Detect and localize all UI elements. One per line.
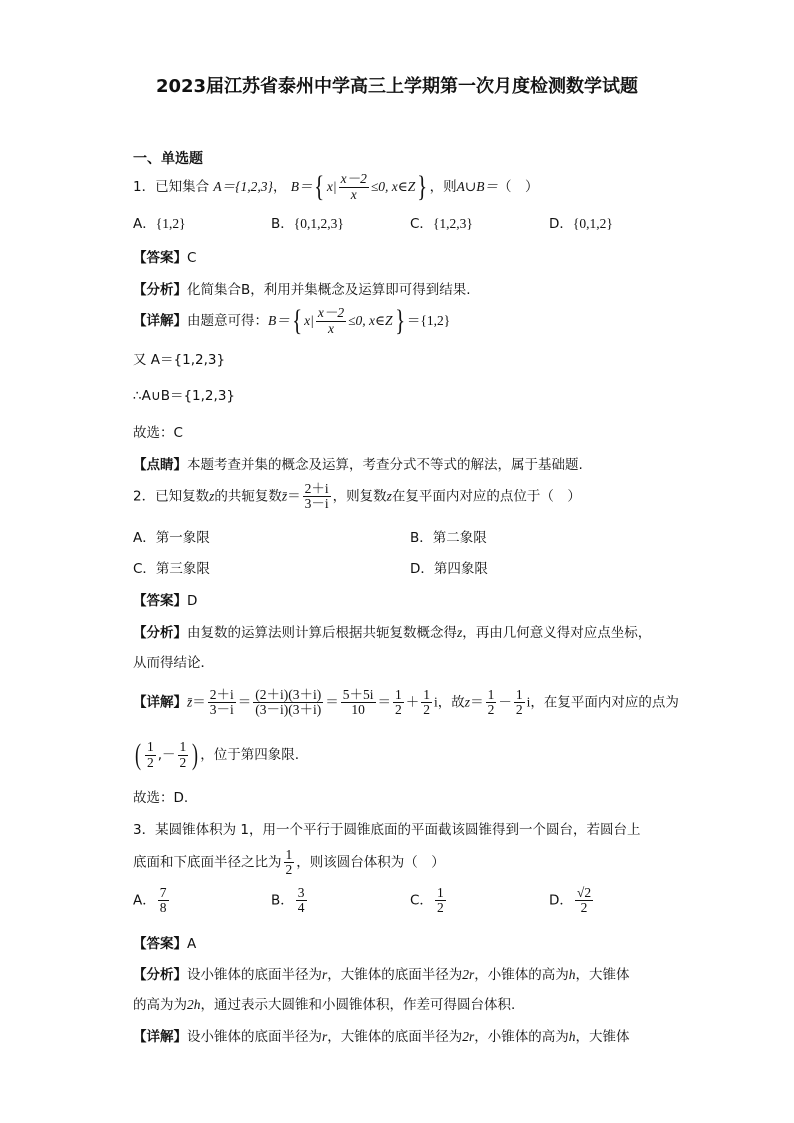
question-3-stem: 3．某圆锥体积为 1，用一个平行于圆锥底面的平面截该圆锥得到一个圆台，若圆台上 — [133, 822, 641, 838]
q1-answer: 【答案】C — [133, 250, 197, 266]
set-a: A＝{1,2,3} — [213, 179, 273, 194]
q2-answer: 【答案】D — [133, 593, 198, 609]
q1-choose: 故选：C — [133, 425, 183, 441]
q1-analysis: 【分析】化简集合B，利用并集概念及运算即可得到结果. — [133, 282, 471, 298]
section-heading: 一、单选题 — [133, 151, 203, 167]
question-3-stem-cont: 底面和下底面半径之比为 $\frac{1}{2}$ ，则该圆台体积为（ ） — [133, 847, 445, 878]
q3-option-b: B． $\frac{3}{4}$ — [271, 885, 305, 916]
q1-option-c: C．{1,2,3} — [410, 216, 473, 232]
q2-option-b: B．第二象限 — [410, 530, 487, 546]
q2-detail: 【详解】z̄＝ $\frac{2+i}{3-i}$ ＝ $\frac{(2+i)(3+i)}{(3-i)(3+i)}$ ＝ $\frac{5+5i}{10}$ ＝ $\frac{1}{2}$ ＋ $\frac{1}{2}$ i，故z＝ $\frac{1}{2}$ － $\frac{1}{2}$ i，在复平面内对应的点为 — [133, 687, 679, 718]
question-1-stem: 1．已知集合 A＝{1,2,3}， B＝{ x| $\frac{x-2}{x}$ ≤0, x∈Z} ，则A∪B＝（ ） — [133, 170, 539, 203]
q2-choose: 故选：D. — [133, 790, 189, 806]
q3-answer: 【答案】A — [133, 936, 197, 952]
q3-detail: 【详解】设小锥体的底面半径为r，大锥体的底面半径为2r，小锥体的高为h，大锥体 — [133, 1029, 630, 1045]
q2-option-d: D．第四象限 — [410, 561, 488, 577]
q2-option-c: C．第三象限 — [133, 561, 210, 577]
q1-comment: 【点睛】本题考查并集的概念及运算，考查分式不等式的解法，属于基础题. — [133, 457, 583, 473]
q3-analysis-cont: 的高为为2h，通过表示大圆锥和小圆锥体积，作差可得圆台体积. — [133, 997, 516, 1013]
q1-option-b: B．{0,1,2,3} — [271, 216, 344, 232]
q1-option-d: D．{0,1,2} — [549, 216, 613, 232]
q1-detail: 【详解】由题意可得：B＝{ x| $\frac{x-2}{x}$ ≤0, x∈Z} ＝{1,2} — [133, 304, 451, 337]
question-2-stem: 2．已知复数z的共轭复数z̄＝ $\frac{2+i}{3-i}$ ，则复数z在复平面内对应的点位于（ ） — [133, 481, 581, 512]
q2-analysis-cont: 从而得结论． — [133, 655, 214, 671]
q3-option-c: C． $\frac{1}{2}$ — [410, 885, 444, 916]
q3-analysis: 【分析】设小锥体的底面半径为r，大锥体的底面半径为2r，小锥体的高为h，大锥体 — [133, 967, 630, 983]
question-number: 3． — [133, 822, 156, 838]
q1-line-a: 又 A＝{1,2,3} — [133, 352, 226, 368]
q3-option-a: A． $\frac{7}{8}$ — [133, 885, 167, 916]
q1-line-union: ∴A∪B＝{1,2,3} — [133, 388, 235, 404]
q2-point: ( $\frac{1}{2}$ ,－ $\frac{1}{2}$ ) ，位于第四象限. — [135, 738, 300, 771]
q2-option-a: A．第一象限 — [133, 530, 210, 546]
q1-option-a: A．{1,2} — [133, 216, 186, 232]
q3-option-d: D． $\frac{√2}{2}$ — [549, 885, 592, 916]
question-number: 2． — [133, 488, 156, 505]
page-title: 2023届江苏省泰州中学高三上学期第一次月度检测数学试题 — [155, 76, 639, 97]
question-number: 1． — [133, 179, 156, 195]
q2-analysis: 【分析】由复数的运算法则计算后根据共轭复数概念得z，再由几何意义得对应点坐标， — [133, 625, 652, 641]
